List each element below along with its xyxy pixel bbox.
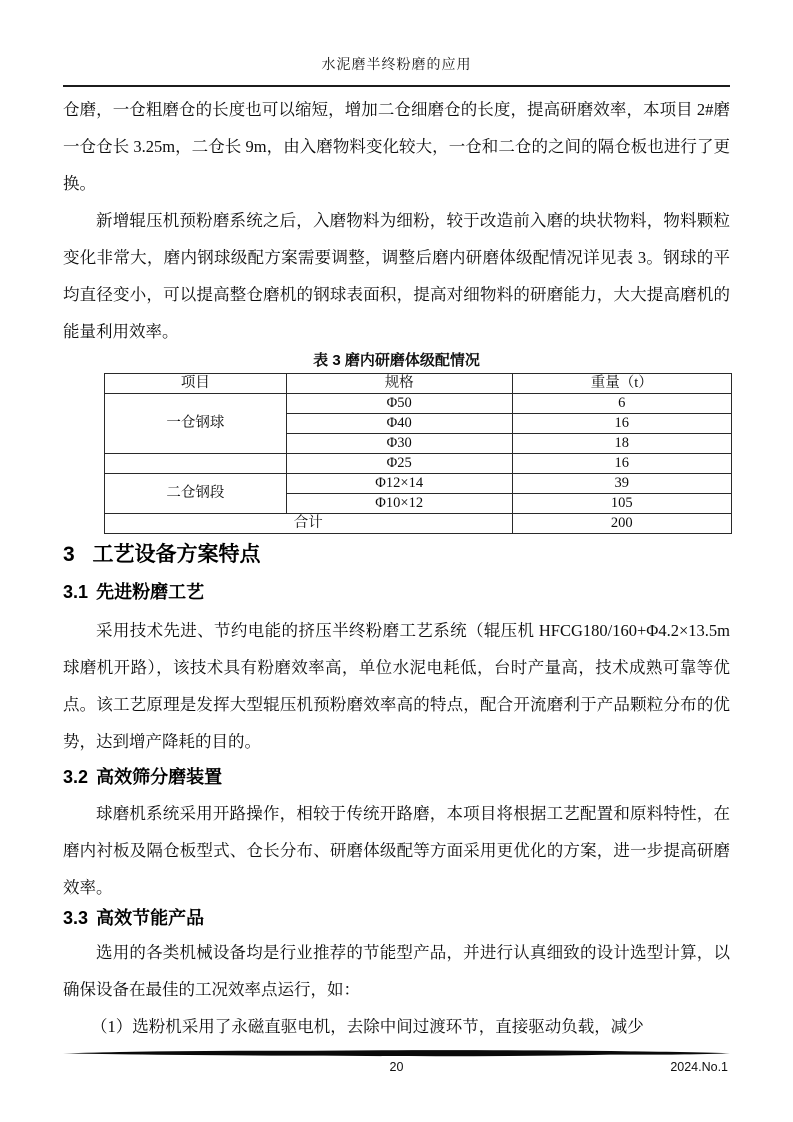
running-head-title: 水泥磨半终粉磨的应用 — [321, 58, 472, 73]
cell-total-label: 合计 — [105, 514, 513, 534]
paragraph-bin-length: 仓磨，一仓粗磨仓的长度也可以缩短，增加二仓细磨仓的长度，提高研磨效率，本项目 2#磨一仓仓长 3.25m，二仓长 9m，由入磨物料变化较大，一仓和二仓的之间的隔仓板也进行了更换。 — [63, 100, 730, 193]
cell-spec: Φ10×12 — [286, 494, 512, 514]
cell-spec: Φ25 — [286, 454, 512, 474]
table-header-row — [105, 374, 732, 394]
section-3-2-number: 3.2 — [63, 767, 89, 787]
section-3-3-heading — [63, 906, 730, 930]
header-cell-spec: 规格 — [286, 374, 512, 394]
table3-grading-table — [104, 373, 732, 534]
page-header — [63, 56, 730, 87]
table3-caption: 表 3 磨内研磨体级配情况 — [313, 352, 480, 369]
cell-item-empty — [105, 454, 287, 474]
cell-spec: Φ50 — [286, 394, 512, 414]
section-3-3-number: 3.3 — [63, 908, 89, 928]
page-footer — [63, 1049, 730, 1078]
issue-number: 2024.No.1 — [670, 1060, 728, 1074]
cell-spec: Φ12×14 — [286, 474, 512, 494]
cell-spec: Φ40 — [286, 414, 512, 434]
paragraph-3-1: 采用技术先进、节约电能的挤压半终粉磨工艺系统（辊压机 HFCG180/160+Φ4.2×13.5m 球磨机开路），该技术具有粉磨效率高，单位水泥电耗低，台时产量高，技术成熟可靠等优点。该工艺原理是发挥大型辊压机预粉磨效率高的特点，配合开流磨利于产品颗粒分布的优势，达到增产降耗的目的。 — [63, 621, 730, 751]
cell-weight: 6 — [512, 394, 731, 414]
page-number: 20 — [389, 1060, 404, 1074]
paragraph-3-2: 球磨机系统采用开路操作，相较于传统开路磨，本项目将根据工艺配置和原料特性，在磨内衬板及隔仓板型式、仓长分布、研磨体级配等方面采用更优化的方案，进一步提高研磨效率。 — [63, 804, 730, 897]
section-3-1-title: 先进粉磨工艺 — [96, 582, 205, 602]
paragraph-3-3: 选用的各类机械设备均是行业推荐的节能型产品，并进行认真细致的设计选型计算，以确保设备在最佳的工况效率点运行，如： — [63, 943, 730, 999]
cell-weight: 105 — [512, 494, 731, 514]
cell-spec: Φ30 — [286, 434, 512, 454]
section-3-number: 3 — [63, 543, 75, 566]
paragraph-ball-grading: 新增辊压机预粉磨系统之后，入磨物料为细粉，较于改造前入磨的块状物料，物料颗粒变化非常大，磨内钢球级配方案需要调整，调整后磨内研磨体级配情况详见表 3。钢球的平均直径变小，可以提高整仓磨机的钢球表面积，提高对细物料的研磨能力，大大提高磨机的能量利用效率。 — [63, 211, 731, 341]
section-3-1-heading — [63, 580, 730, 604]
cell-item-group2: 二仓钢段 — [105, 474, 287, 514]
cell-weight: 16 — [512, 454, 731, 474]
table-row — [105, 394, 732, 414]
cell-weight: 16 — [512, 414, 731, 434]
section-3-1-number: 3.1 — [63, 582, 89, 602]
section-3-3-title: 高效节能产品 — [96, 908, 205, 928]
section-3-title: 工艺设备方案特点 — [92, 543, 261, 566]
section-3-2-heading — [63, 765, 730, 789]
table-row — [105, 474, 732, 494]
cell-weight: 18 — [512, 434, 731, 454]
table-total-row — [105, 514, 732, 534]
footer-rule — [63, 1049, 730, 1057]
header-cell-weight: 重量（t） — [512, 374, 731, 394]
paragraph-3-3-item1: （1）选粉机采用了永磁直驱电机，去除中间过渡环节，直接驱动负载，减少 — [91, 1017, 644, 1036]
table-row — [105, 454, 732, 474]
section-3-2-title: 高效筛分磨装置 — [96, 767, 223, 787]
cell-weight: 39 — [512, 474, 731, 494]
header-cell-item: 项目 — [105, 374, 287, 394]
footer-text-row — [63, 1060, 730, 1078]
cell-item-group1: 一仓钢球 — [105, 394, 287, 454]
cell-total-weight: 200 — [512, 514, 731, 534]
page-content — [0, 56, 793, 1045]
section-3-heading — [63, 542, 730, 568]
